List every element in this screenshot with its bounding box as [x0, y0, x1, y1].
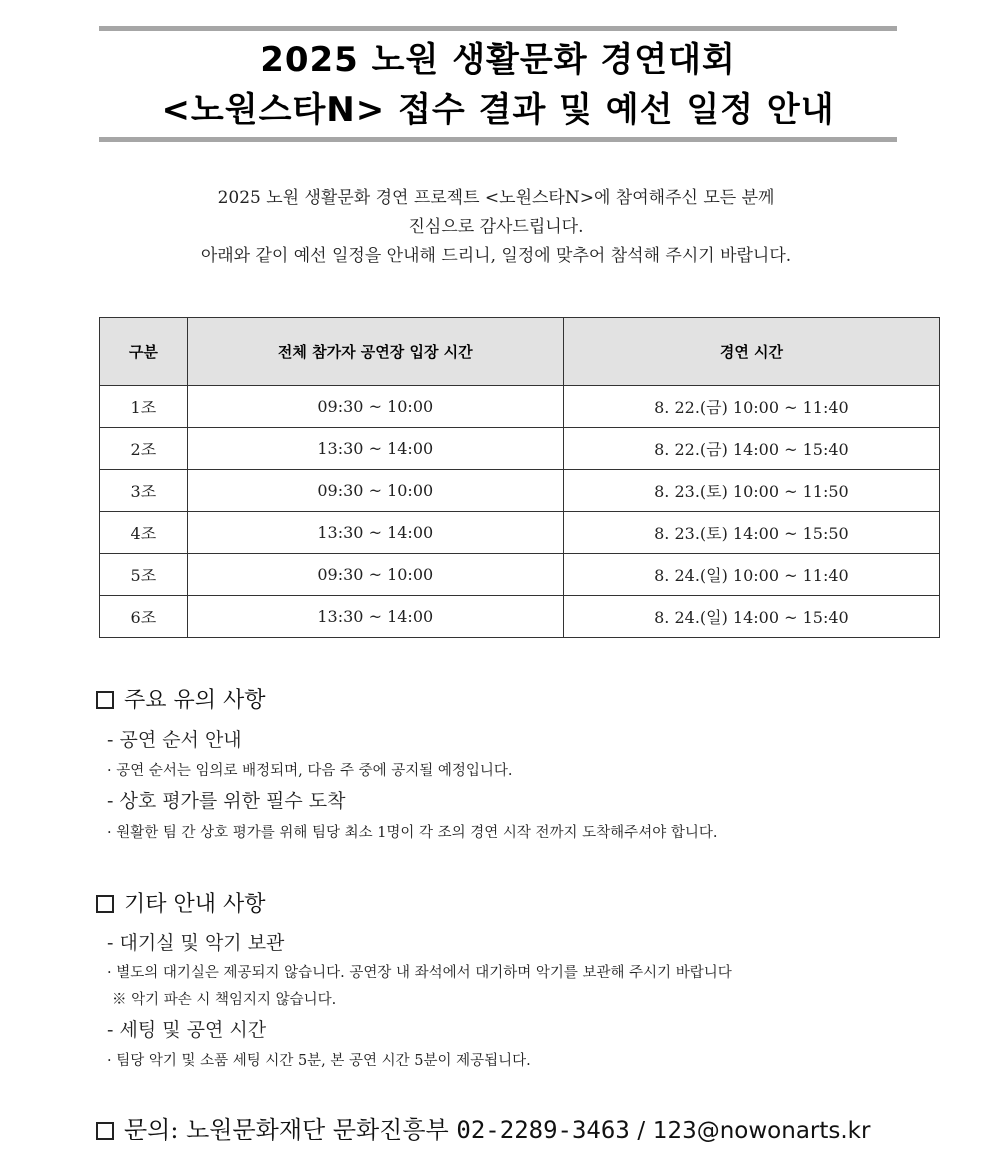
notice-item-1-title: - 공연 순서 안내	[107, 729, 242, 751]
cell-performance-time: 8. 22.(금) 10:00 ~ 11:40	[563, 386, 939, 428]
cell-group: 6조	[100, 596, 188, 638]
cell-performance-time: 8. 23.(토) 14:00 ~ 15:50	[563, 512, 939, 554]
cell-entry-time: 09:30 ~ 10:00	[187, 470, 563, 512]
other-item-1-note: ※ 악기 파손 시 책임지지 않습니다.	[112, 992, 337, 1008]
other-heading-text: 기타 안내 사항	[124, 892, 266, 917]
intro-line-3: 아래와 같이 예선 일정을 안내해 드리니, 일정에 맞추어 참석해 주시기 바랍니다.	[200, 246, 792, 266]
intro-line-2: 진심으로 감사드립니다.	[408, 217, 584, 237]
table-row	[100, 470, 940, 512]
notice-heading-text: 주요 유의 사항	[124, 688, 266, 713]
cell-performance-time: 8. 24.(일) 14:00 ~ 15:40	[563, 596, 939, 638]
cell-group: 2조	[100, 428, 188, 470]
notice-item-1-detail: · 공연 순서는 임의로 배정되며, 다음 주 중에 공지될 예정입니다.	[107, 763, 513, 779]
cell-entry-time: 13:30 ~ 14:00	[187, 596, 563, 638]
notice-section-heading	[96, 686, 266, 716]
checkbox-square-icon	[96, 895, 114, 913]
intro-line-1: 2025 노원 생활문화 경연 프로젝트 <노원스타N>에 참여해주신 모든 분께	[217, 188, 775, 208]
table-row	[100, 386, 940, 428]
other-section-heading	[96, 890, 266, 920]
cell-entry-time: 09:30 ~ 10:00	[187, 386, 563, 428]
title-banner	[99, 26, 897, 142]
table-row	[100, 428, 940, 470]
cell-entry-time: 09:30 ~ 10:00	[187, 554, 563, 596]
contact-email: 123@nowonarts.kr	[652, 1118, 871, 1144]
table-row	[100, 512, 940, 554]
checkbox-square-icon	[96, 1122, 114, 1140]
title-line-1: 2025 노원 생활문화 경연대회	[260, 40, 736, 80]
cell-performance-time: 8. 24.(일) 10:00 ~ 11:40	[563, 554, 939, 596]
cell-entry-time: 13:30 ~ 14:00	[187, 428, 563, 470]
contact-separator: /	[637, 1118, 646, 1144]
other-item-1-detail: · 별도의 대기실은 제공되지 않습니다. 공연장 내 좌석에서 대기하며 악기를 보관해 주시기 바랍니다	[107, 965, 732, 981]
other-item-2-title: - 세팅 및 공연 시간	[107, 1019, 267, 1041]
contact-line	[96, 1113, 870, 1148]
cell-group: 5조	[100, 554, 188, 596]
cell-entry-time: 13:30 ~ 14:00	[187, 512, 563, 554]
notice-item-2-title: - 상호 평가를 위한 필수 도착	[107, 790, 346, 812]
title-line-2: <노원스타N> 접수 결과 및 예선 일정 안내	[161, 90, 835, 130]
cell-performance-time: 8. 23.(토) 10:00 ~ 11:50	[563, 470, 939, 512]
cell-performance-time: 8. 22.(금) 14:00 ~ 15:40	[563, 428, 939, 470]
table-row	[100, 554, 940, 596]
other-item-1-title: - 대기실 및 악기 보관	[107, 932, 285, 954]
schedule-table	[99, 317, 940, 638]
cell-group: 4조	[100, 512, 188, 554]
table-header-row	[100, 318, 940, 386]
checkbox-square-icon	[96, 691, 114, 709]
notice-item-2-detail: · 원활한 팀 간 상호 평가를 위해 팀당 최소 1명이 각 조의 경연 시작 전까지 도착해주셔야 합니다.	[107, 825, 718, 841]
cell-group: 3조	[100, 470, 188, 512]
header-performance-time: 경연 시간	[563, 318, 939, 386]
cell-group: 1조	[100, 386, 188, 428]
contact-label: 문의: 노원문화재단 문화진흥부	[124, 1116, 449, 1144]
header-entry-time: 전체 참가자 공연장 입장 시간	[187, 318, 563, 386]
other-item-2-detail: · 팀당 악기 및 소품 세팅 시간 5분, 본 공연 시간 5분이 제공됩니다.	[107, 1053, 531, 1069]
contact-phone: 02-2289-3463	[456, 1116, 630, 1144]
intro-paragraph	[0, 184, 992, 271]
table-row	[100, 596, 940, 638]
header-group: 구분	[100, 318, 188, 386]
